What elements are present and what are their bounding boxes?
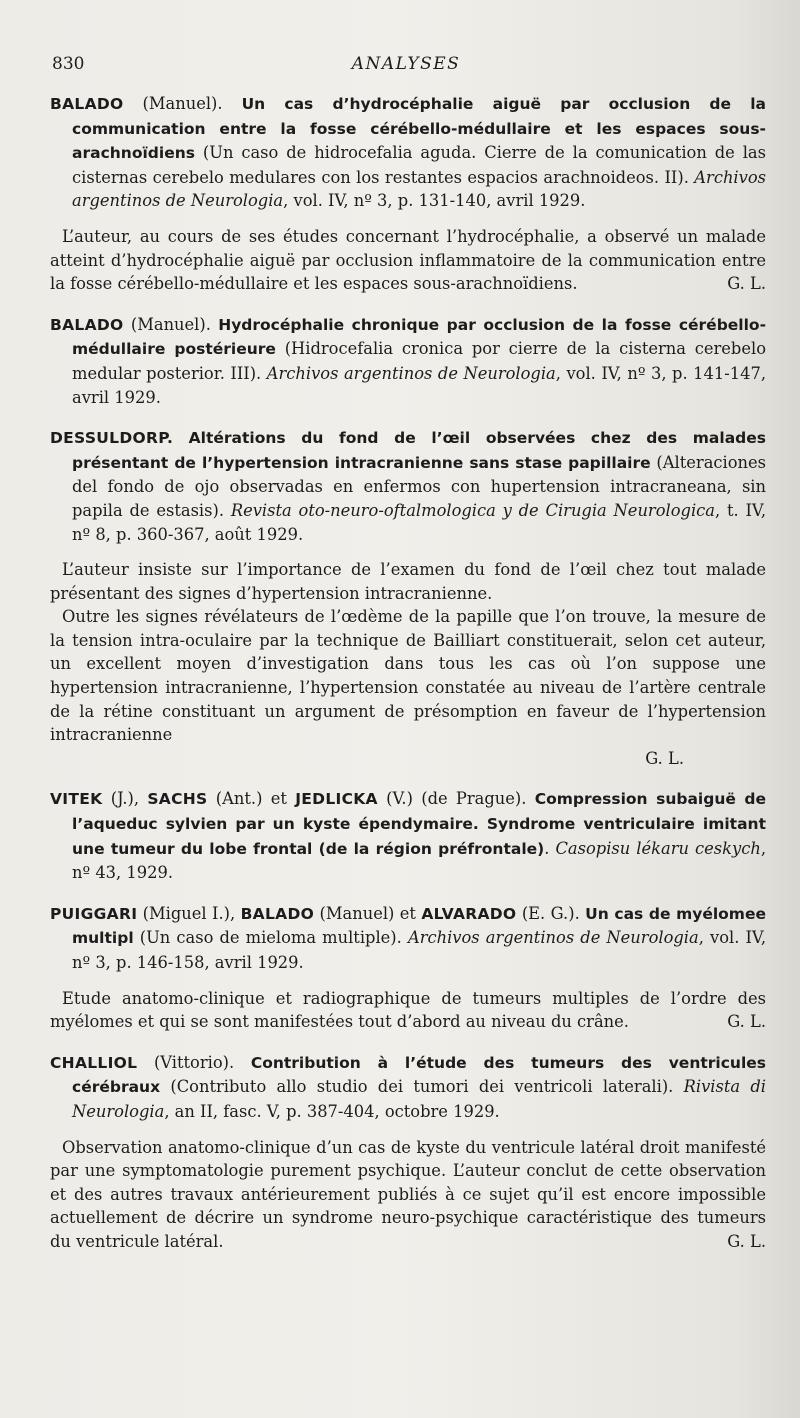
citation-details: , vol. IV, nº 3, p. 131-140, avril 1929.	[283, 191, 586, 211]
analysis-entry	[50, 313, 766, 409]
abstract-paragraph: L’auteur insiste sur l’importance de l’examen du fond de l’œil chez tout malade présentant des signes d’hypertension intracranienne.	[50, 560, 766, 603]
analyses-list	[50, 92, 766, 1271]
bibliographic-reference: BALADO (Manuel). Hydrocéphalie chronique par occlusion de la fosse cérébello-médullaire postérieure (Hidrocefalia cronica por cierre de la cisterna cerebelo medular posterior. III). Archivos argentinos de Neurologia, vol. IV, nº 3, p. 141-147, avril 1929.	[50, 314, 767, 407]
article-title: Un cas de myélomee multipl	[72, 904, 766, 948]
reviewer-signature: G. L.	[727, 1231, 766, 1251]
journal-name: Rivista di Neurologia	[72, 1077, 766, 1121]
author-name: BALADO	[50, 315, 124, 334]
journal-name: Archivos argentinos de Neurologia	[407, 928, 699, 948]
abstract	[50, 987, 766, 1034]
journal-name: Archivos argentinos de Neurologia	[266, 363, 556, 383]
bibliographic-reference	[50, 426, 766, 546]
article-title: Altérations du fond de l’œil observées chez des malades présentant de l’hypertension intracranienne sans stase papillaire	[72, 429, 766, 472]
analysis-entry	[50, 92, 766, 296]
author-name: DESSULDORP.	[50, 429, 174, 448]
abstract-paragraph: L’auteur, au cours de ses études concernant l’hydrocéphalie, a observé un malade atteint d’hydrocéphalie aiguë par occlusion inflammatoire de la communication entre la fosse cérébello-médullaire et les espaces sous-arachnoïdiens. G. L.	[50, 225, 766, 296]
abstract-paragraph: Observation anatomo-clinique d’un cas de kyste du ventricule latéral droit manifesté par une symptomatologie purement psychique. L’auteur conclut de cette observation et des autres travaux antérieurement publiés à ce sujet qu’il est encore impossible actuellement de décrire un syndrome neuro-psychique caractéristique des tumeurs du ventricule latéral. G. L.	[50, 1136, 766, 1254]
bibliographic-reference: VITEK (J.), SACHS (Ant.) et JEDLICKA (V.) (de Prague). Compression subaiguë de l’aqueduc sylvien par un kyste épendymaire. Syndrome ventriculaire imitant une tumeur du lobe frontal (de la région préfrontale). Casopisu lékaru ceskych, nº 43, 1929.	[50, 789, 766, 883]
journal-name: Archivos argentinos de Neurologia	[72, 167, 766, 211]
abstract-paragraph: Outre les signes révélateurs de l’œdème de la papille que l’on trouve, la mesure de la tension intra-oculaire par la technique de Bailliart constituerait, selon cet auteur, un excellent moyen d’investigation dans tous les cas où l’on suppose une hypertension intracranienne, l’hypertension constatée au niveau de l’artère centrale de la rétine constituant un argument de présomption en faveur de l’hypertension intracranienne	[50, 607, 766, 745]
citation-details: , vol. IV, nº 3, p. 146-158, avril 1929.	[72, 928, 766, 972]
citation-details: , an II, fasc. V, p. 387-404, octobre 1929.	[164, 1101, 500, 1121]
translated-title: (Alteraciones del fondo de ojo observadas en enfermos con hupertension intracraneana, sin papila de estasis).	[72, 452, 767, 520]
bibliographic-reference: PUIGGARI (Miguel I.), BALADO (Manuel) et ALVARADO (E. G.). Un cas de myélomee multipl (Un caso de mieloma multiple). Archivos argentinos de Neurologia, vol. IV, nº 3, p. 146-158, avril 1929.	[50, 903, 766, 972]
article-title: Contribution à l’étude des tumeurs des ventricules cérébraux	[72, 1053, 766, 1097]
analysis-entry	[50, 426, 766, 770]
translated-title: (Contributo allo studio dei tumori dei ventricoli laterali).	[160, 1077, 684, 1097]
reviewer-signature: G. L.	[727, 1012, 766, 1032]
author-name: BALADO	[240, 904, 315, 923]
author-name: BALADO	[50, 95, 124, 113]
reviewer-signature: G. L.	[645, 748, 684, 768]
translated-title: (Un caso de mieloma multiple).	[133, 928, 408, 948]
abstract	[50, 1136, 766, 1254]
page-header	[52, 54, 760, 82]
article-title: Compression subaiguë de l’aqueduc sylvien par un kyste épendymaire. Syndrome ventriculaire imitant une tumeur du lobe frontal (de la région préfrontale)	[72, 790, 766, 858]
author-name: VITEK	[50, 790, 103, 809]
analysis-entry	[50, 1051, 766, 1254]
translated-title: (Un caso de hidrocefalia aguda. Cierre de la comunication de las cisternas cerebelo medulares con los restantes espacios arachnoideos. II).	[72, 143, 766, 187]
citation-details: , nº 43, 1929.	[72, 838, 766, 883]
analysis-entry	[50, 787, 766, 884]
abstract	[50, 225, 766, 296]
reviewer-signature: G. L.	[727, 274, 766, 294]
running-title: ANALYSES	[351, 54, 461, 74]
journal-name: Casopisu lékaru ceskych	[555, 838, 761, 858]
author-name: SACHS	[147, 790, 208, 809]
bibliographic-reference: BALADO (Manuel). Un cas d’hydrocéphalie aiguë par occlusion de la communication entre la fosse cérébello-médullaire et les espaces sous-arachnoïdiens (Un caso de hidrocefalia aguda. Cierre de la comunication de las cisternas cerebelo medulares con los restantes espacios arachnoideos. II). Archivos argentinos de Neurologia, vol. IV, nº 3, p. 131-140, avril 1929.	[50, 94, 767, 211]
author-name: JEDLICKA	[295, 790, 378, 809]
citation-details: , t. IV, nº 8, p. 360-367, août 1929.	[72, 500, 766, 544]
article-title: Un cas d’hydrocéphalie aiguë par occlusion de la communication entre la fosse cérébello-médullaire et les espaces sous-arachnoïdiens	[72, 95, 767, 163]
citation-details: , vol. IV, nº 3, p. 141-147, avril 1929.	[72, 363, 766, 407]
abstract	[50, 558, 766, 770]
author-name: ALVARADO	[421, 904, 517, 923]
author-name: CHALLIOL	[50, 1053, 138, 1072]
analysis-entry	[50, 902, 766, 1034]
page-number: 830	[52, 54, 85, 74]
article-title: Hydrocéphalie chronique par occlusion de la fosse cérébello-médullaire postérieure	[72, 315, 767, 359]
translated-title: (Hidrocefalia cronica por cierre de la cisterna cerebelo medular posterior. III).	[72, 339, 766, 383]
bibliographic-reference: CHALLIOL (Vittorio). Contribution à l’étude des tumeurs des ventricules cérébraux (Contributo allo studio dei tumori dei ventricoli laterali). Rivista di Neurologia, an II, fasc. V, p. 387-404, octobre 1929.	[50, 1052, 766, 1121]
journal-name: Revista oto-neuro-oftalmologica y de Cirugia Neurologica	[230, 500, 715, 520]
author-name: PUIGGARI	[50, 904, 138, 923]
abstract-paragraph: Etude anatomo-clinique et radiographique de tumeurs multiples de l’ordre des myélomes et qui se sont manifestées tout d’abord au niveau du crâne. G. L.	[50, 987, 766, 1034]
